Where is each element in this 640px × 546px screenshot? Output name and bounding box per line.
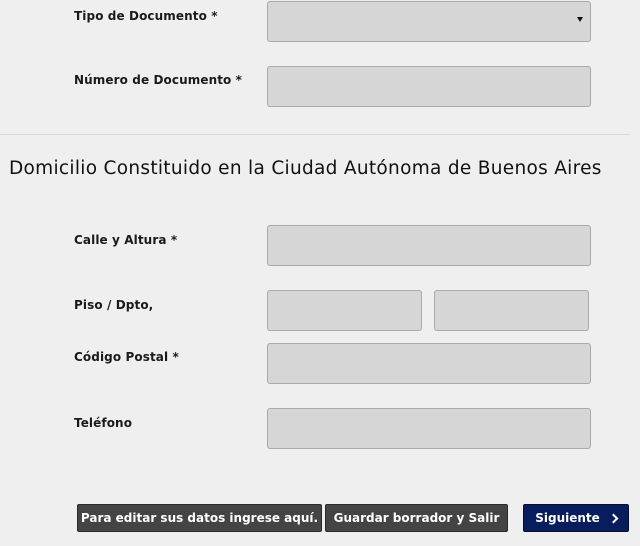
calle-altura-label: Calle y Altura * (74, 233, 178, 247)
telefono-input[interactable] (267, 408, 591, 449)
telefono-label: Teléfono (74, 416, 133, 430)
codigo-postal-label: Código Postal * (74, 350, 179, 364)
siguiente-button[interactable] (523, 504, 629, 532)
dpto-input[interactable] (434, 290, 589, 331)
codigo-postal-input[interactable] (267, 343, 591, 384)
tipo-documento-label: Tipo de Documento * (74, 9, 218, 23)
chevron-right-icon (608, 513, 618, 523)
numero-documento-label: Número de Documento * (74, 73, 243, 87)
domicilio-section-title: Domicilio Constituido en la Ciudad Autónoma de Buenos Aires (9, 158, 602, 179)
dropdown-caret-icon (577, 17, 583, 22)
numero-documento-input[interactable] (267, 66, 591, 107)
calle-altura-input[interactable] (267, 225, 591, 266)
editar-datos-label: Para editar sus datos ingrese aquí. (80, 511, 319, 525)
editar-datos-button[interactable] (77, 504, 322, 532)
piso-dpto-label: Piso / Dpto, (74, 298, 154, 312)
siguiente-label: Siguiente (535, 511, 600, 525)
tipo-documento-select[interactable] (267, 1, 591, 42)
guardar-borrador-label: Guardar borrador y Salir (333, 511, 500, 525)
section-divider (0, 134, 630, 135)
guardar-borrador-button[interactable] (325, 504, 508, 532)
piso-input[interactable] (267, 290, 422, 331)
